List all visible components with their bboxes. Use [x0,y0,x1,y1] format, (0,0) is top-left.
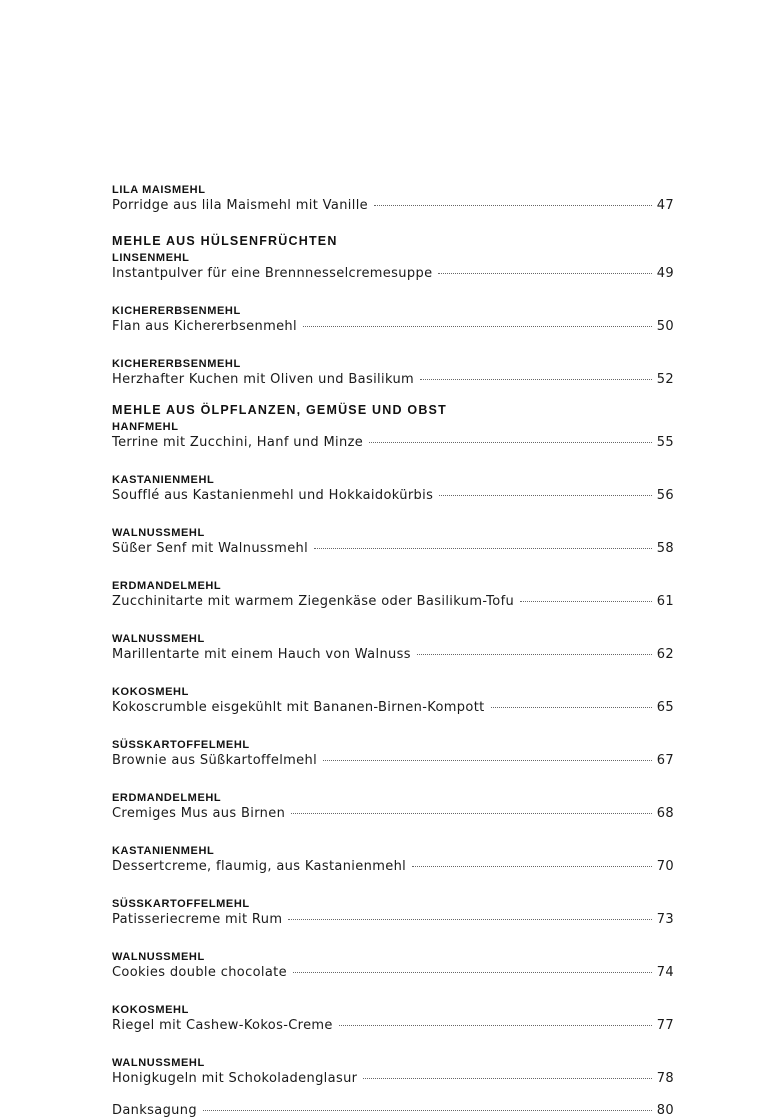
page-number: 49 [656,266,674,281]
recipe-line [112,434,674,452]
dot-leader [417,654,652,655]
flour-category: WALNUSSMEHL [112,951,205,963]
toc-entry[interactable] [112,1003,674,1035]
toc-entry[interactable] [112,738,674,770]
flour-category: WALNUSSMEHL [112,1057,205,1069]
recipe-title: Cremiges Mus aus Birnen [112,806,286,821]
page-number: 58 [656,541,674,556]
page-number: 73 [656,912,674,927]
dot-leader [291,813,652,814]
recipe-title: Herzhafter Kuchen mit Oliven und Basilikum [112,372,415,387]
section-heading: MEHLE AUS HÜLSENFRÜCHTEN [112,234,338,248]
recipe-title: Honigkugeln mit Schokoladenglasur [112,1071,358,1086]
flour-category: LILA MAISMEHL [112,184,206,196]
page-number: 50 [656,319,674,334]
page-number: 80 [656,1103,674,1118]
dot-leader [203,1110,652,1111]
flour-category: WALNUSSMEHL [112,633,205,645]
recipe-line [112,540,674,558]
toc-entry[interactable] [112,950,674,982]
toc-entry[interactable] [112,632,674,664]
recipe-title: Marillentarte mit einem Hauch von Walnuss [112,647,411,662]
toc-entry[interactable] [112,420,674,452]
page-number: 77 [656,1018,674,1033]
dot-leader [412,866,652,867]
recipe-title: Riegel mit Cashew-Kokos-Creme [112,1018,333,1033]
flour-category: SÜSSKARTOFFELMEHL [112,898,250,910]
recipe-title: Zucchinitarte mit warmem Ziegenkäse oder Basilikum-Tofu [112,594,515,609]
toc-entry[interactable] [112,357,674,389]
toc-entry[interactable] [112,473,674,505]
flour-category: ERDMANDELMEHL [112,792,222,804]
dot-leader [369,442,652,443]
recipe-title: Süßer Senf mit Walnussmehl [112,541,309,556]
toc-entry[interactable] [112,183,674,215]
page-number: 47 [656,198,674,213]
recipe-title: Instantpulver für eine Brennnesselcremesuppe [112,266,433,281]
recipe-title: Terrine mit Zucchini, Hanf und Minze [112,435,364,450]
dot-leader [314,548,652,549]
recipe-line [112,964,674,982]
flour-category: KASTANIENMEHL [112,474,215,486]
dot-leader [363,1078,651,1079]
dot-leader [303,326,652,327]
recipe-title: Cookies double chocolate [112,965,287,980]
recipe-line [112,593,674,611]
flour-category: KASTANIENMEHL [112,845,215,857]
flour-category: ERDMANDELMEHL [112,580,222,592]
toc-entry[interactable] [112,791,674,823]
toc-entry[interactable] [112,844,674,876]
recipe-title: Brownie aus Süßkartoffelmehl [112,753,318,768]
toc-entry[interactable] [112,897,674,929]
dot-leader [323,760,652,761]
page-number: 67 [656,753,674,768]
dot-leader [438,273,651,274]
recipe-line [112,1017,674,1035]
flour-category: HANFMEHL [112,421,179,433]
page-number: 55 [656,435,674,450]
toc-entry-acknowledgements[interactable] [112,1102,674,1120]
page-number: 74 [656,965,674,980]
toc-entry[interactable] [112,1056,674,1088]
recipe-title: Porridge aus lila Maismehl mit Vanille [112,198,369,213]
recipe-line [112,487,674,505]
page-number: 61 [656,594,674,609]
recipe-line [112,805,674,823]
recipe-title: Kokoscrumble eisgekühlt mit Bananen-Birnen-Kompott [112,700,485,715]
toc-entry[interactable] [112,685,674,717]
recipe-line [112,911,674,929]
dot-leader [374,205,652,206]
dot-leader [420,379,652,380]
page-number: 68 [656,806,674,821]
flour-category: KOKOSMEHL [112,686,189,698]
page-number: 56 [656,488,674,503]
recipe-line [112,646,674,664]
flour-category: LINSENMEHL [112,252,190,264]
section-heading: MEHLE AUS ÖLPFLANZEN, GEMÜSE UND OBST [112,403,447,417]
recipe-title: Danksagung [112,1103,197,1118]
recipe-line [112,699,674,717]
page-number: 78 [656,1071,674,1086]
dot-leader [288,919,651,920]
flour-category: WALNUSSMEHL [112,527,205,539]
toc-entry[interactable] [112,526,674,558]
recipe-title: Flan aus Kichererbsenmehl [112,319,297,334]
toc-entry[interactable] [112,304,674,336]
recipe-line [112,318,674,336]
dot-leader [339,1025,652,1026]
flour-category: KICHERERBSENMEHL [112,305,241,317]
page-number: 70 [656,859,674,874]
dot-leader [520,601,652,602]
dot-leader [491,707,652,708]
recipe-title: Dessertcreme, flaumig, aus Kastanienmehl [112,859,407,874]
flour-category: SÜSSKARTOFFELMEHL [112,739,250,751]
page-number: 52 [656,372,674,387]
recipe-title: Patisseriecreme mit Rum [112,912,283,927]
toc-entry[interactable] [112,579,674,611]
recipe-line [112,752,674,770]
dot-leader [293,972,652,973]
flour-category: KICHERERBSENMEHL [112,358,241,370]
recipe-line [112,1070,674,1088]
recipe-title: Soufflé aus Kastanienmehl und Hokkaidokürbis [112,488,434,503]
toc-entry[interactable] [112,251,674,283]
flour-category: KOKOSMEHL [112,1004,189,1016]
dot-leader [439,495,652,496]
recipe-line [112,265,674,283]
page-number: 62 [656,647,674,662]
recipe-line [112,371,674,389]
page-number: 65 [656,700,674,715]
recipe-line [112,197,674,215]
table-of-contents [112,183,674,1120]
recipe-line [112,858,674,876]
